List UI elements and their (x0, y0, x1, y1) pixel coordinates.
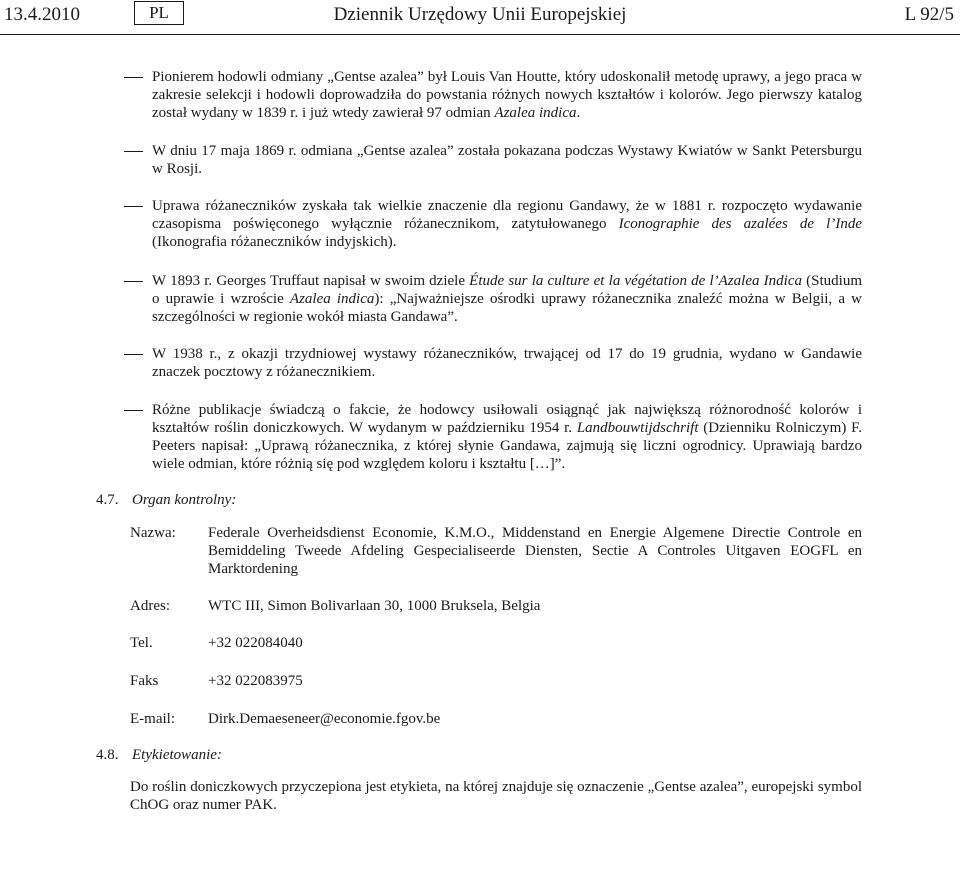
history-item-3 (152, 197, 862, 251)
history-text: Różne publikacje świadczą o fakcie, że hodowcy usiłowali osiągnąć jak największą różnorodność kolorów i kształtów roślin doniczkowych. W wydanym w październiku 1954 r. (152, 402, 862, 436)
history-text: W 1938 r., z okazji trzydniowej wystawy różaneczników, trwającej od 17 do 19 grudnia, wydano w Gandawie znaczek pocztowy z różanecznikiem. (152, 346, 862, 380)
history-text: . (576, 105, 581, 121)
dash-bullet (124, 206, 143, 207)
header-rule (0, 34, 960, 35)
history-text: (Studium o uprawie i wzroście (152, 273, 863, 307)
address-value: WTC III, Simon Bolivarlaan 30, 1000 Bruksela, Belgia (208, 598, 541, 614)
publication-date: 13.4.2010 (4, 4, 80, 25)
email-value: Dirk.Demaeseneer@economie.fgov.be (208, 711, 441, 727)
history-italic-title: Iconographie des azalées de l’Inde (618, 216, 862, 232)
history-italic-term: Azalea indica (494, 105, 577, 121)
page-reference: L 92/5 (904, 4, 954, 25)
dash-bullet (124, 77, 143, 78)
history-item-4 (152, 272, 862, 326)
section-number: 4.7. (96, 492, 119, 508)
labelling-paragraph: Do roślin doniczkowych przyczepiona jest etykieta, na której znajduje się oznaczenie „Gentse azalea”, europejski symbol ChOG oraz numer PAK. (130, 779, 862, 813)
history-item-1 (152, 68, 862, 122)
history-text: ): „Najważniejsze ośrodki uprawy różanecznika znaleźć można w Belgii, a w szczególności w regionie wokół miasta Gandawa”. (152, 291, 862, 325)
section-number: 4.8. (96, 747, 119, 763)
history-text: (Dzienniku Rolniczym) F. Peeters napisał: „Uprawą różanecznika, z której słynie Gandawa, zajmują się liczni ogrodnicy. Uprawiają bardzo wiele odmian, które różnią się pod względem koloru i kształtu […]”. (152, 420, 862, 472)
section-heading-4-8 (96, 746, 222, 764)
fax-label: Faks (130, 673, 159, 689)
fax-value: +32 022083975 (208, 673, 303, 689)
dash-bullet (124, 281, 143, 282)
history-item-6 (152, 401, 862, 473)
tel-value: +32 022084040 (208, 635, 303, 651)
history-text: W 1893 r. Georges Truffaut napisał w swoim dziele (152, 273, 470, 289)
name-label: Nazwa: (130, 525, 176, 541)
section-heading-4-7 (96, 491, 236, 509)
history-italic-title: Landbouwtijdschrift (576, 420, 699, 436)
history-item-2 (152, 142, 862, 178)
name-value: Federale Overheidsdienst Economie, K.M.O., Middenstand en Energie Algemene Directie Controle en Bemiddeling Tweede Afdeling Gespecialiseerde Diensten, Sectie A Controles Uitgaven EOGFL en Marktordening (208, 525, 862, 577)
section-title: Etykietowanie: (132, 747, 222, 763)
dash-bullet (124, 151, 143, 152)
email-label: E-mail: (130, 711, 175, 727)
dash-bullet (124, 410, 143, 411)
page-header (0, 0, 960, 34)
history-text: (Ikonografia różaneczników indyjskich). (152, 234, 397, 250)
section-title: Organ kontrolny: (132, 492, 237, 508)
journal-title: Dziennik Urzędowy Unii Europejskiej (333, 4, 627, 25)
history-item-5 (152, 345, 862, 381)
history-italic-term: Azalea indica (289, 291, 375, 307)
history-text: Pionierem hodowli odmiany „Gentse azalea” był Louis Van Houtte, który udoskonalił metodę uprawy, a jego praca w zakresie selekcji i hodowli doprowadziła do powstania różnych nowych kształtów i kolorów. Jego pierwszy katalog został wydany w 1839 r. i już wtedy zawierał 97 odmian (152, 69, 862, 121)
history-text: W dniu 17 maja 1869 r. odmiana „Gentse azalea” została pokazana podczas Wystawy Kwiatów w Sankt Petersburgu w Rosji. (152, 143, 862, 177)
history-italic-title: Étude sur la culture et la végétation de l’Azalea Indica (469, 273, 802, 289)
address-label: Adres: (130, 598, 170, 614)
tel-label: Tel. (130, 635, 153, 651)
history-text: Uprawa różaneczników zyskała tak wielkie znaczenie dla regionu Gandawy, że w 1881 r. rozpoczęto wydawanie czasopisma poświęconego wyłącznie różanecznikom, zatytułowanego (152, 198, 862, 232)
dash-bullet (124, 354, 143, 355)
language-code-box: PL (134, 1, 184, 25)
